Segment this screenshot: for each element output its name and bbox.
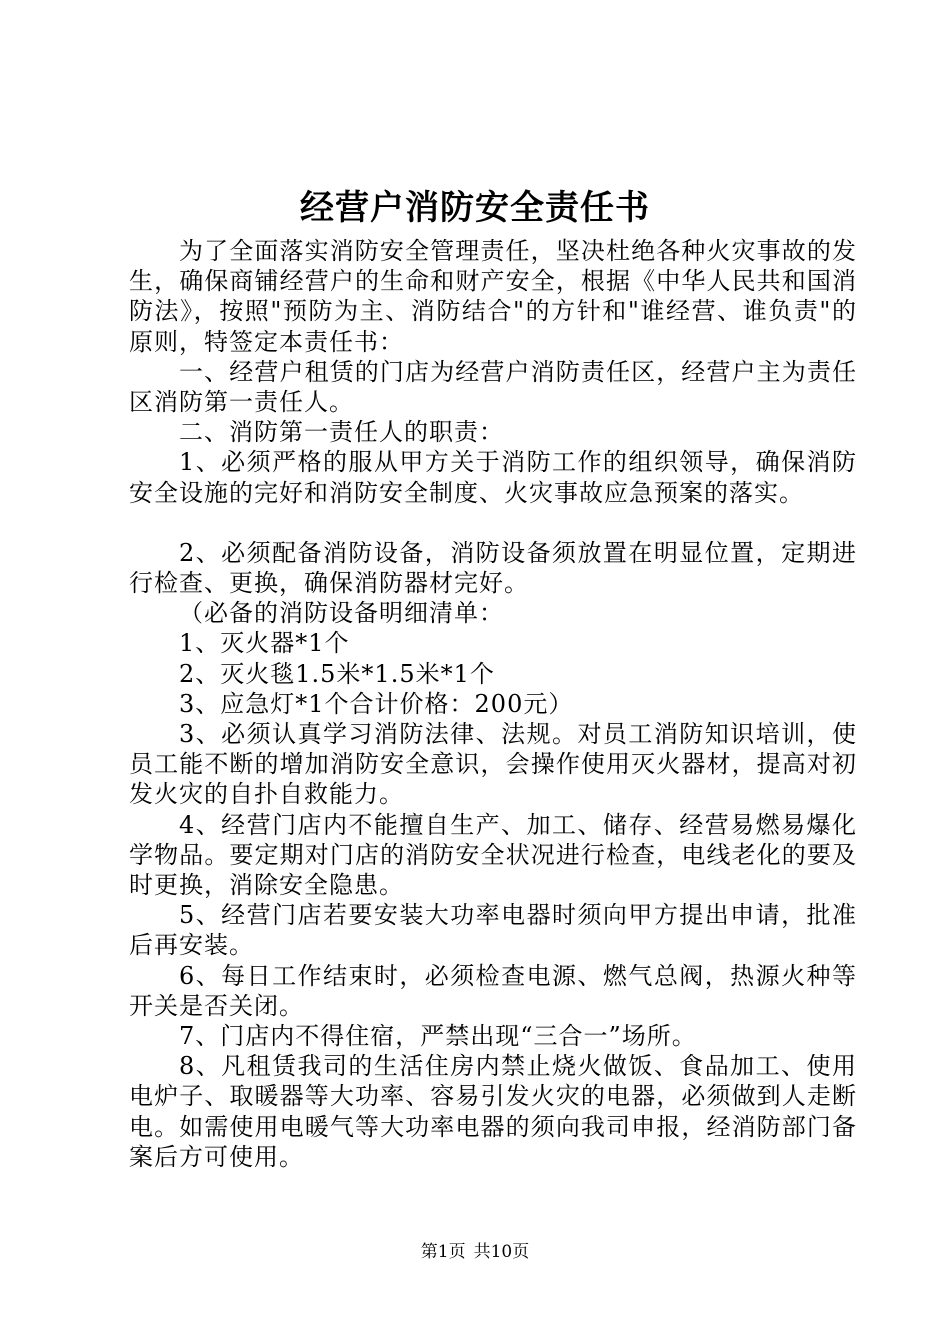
page-total: 共10页 [473, 1242, 530, 1262]
paragraph-clause-2-heading: 二、消防第一责任人的职责： [179, 418, 504, 447]
document-title: 经营户消防安全责任书 [300, 188, 650, 228]
paragraph-clause-1: 一、经营户租赁的门店为经营户消防责任区，经营户主为责任区消防第一责任人。 [129, 357, 857, 417]
paragraph-duty-5: 5、经营门店若要安装大功率电器时须向甲方提出申请，批准后再安装。 [129, 901, 857, 960]
paragraph-intro: 为了全面落实消防安全管理责任，坚决杜绝各种火灾事故的发生，确保商铺经营户的生命和财产安全，根据《中华人民共和国消防法》，按照"预防为主、消防结合"的方针和"谁经营、谁负责"的原则，特签定本责任书： [129, 237, 857, 356]
equipment-item-3: 3、应急灯*1个合计价格：200元） [179, 689, 574, 718]
paragraph-duty-8: 8、凡租赁我司的生活住房内禁止烧火做饭、食品加工、使用电炉子、取暖器等大功率、容易引发火灾的电器，必须做到人走断电。如需使用电暖气等大功率电器的须向我司申报，经消防部门备案后方可使用。 [129, 1052, 857, 1171]
page-footer [0, 1240, 950, 1264]
page-number: 第1页 [420, 1242, 466, 1262]
paragraph-duty-3: 3、必须认真学习消防法律、法规。对员工消防知识培训，使员工能不断的增加消防安全意识，会操作使用灭火器材，提高对初发火灾的自扑自救能力。 [129, 720, 857, 809]
paragraph-duty-2: 2、必须配备消防设备，消防设备须放置在明显位置，定期进行检查、更换，确保消防器材完好。 [129, 538, 857, 598]
paragraph-duty-7: 7、门店内不得住宿，严禁出现“三合一”场所。 [179, 1022, 697, 1051]
equipment-item-2: 2、灭火毯1.5米*1.5米*1个 [179, 659, 495, 688]
document-body [129, 236, 857, 1172]
paragraph-duty-6: 6、每日工作结束时，必须检查电源、燃气总阀，热源火种等开关是否关闭。 [129, 961, 857, 1020]
equipment-item-1: 1、灭火器*1个 [179, 629, 350, 658]
equipment-list-heading: （必备的消防设备明细清单： [179, 599, 504, 628]
paragraph-duty-1: 1、必须严格的服从甲方关于消防工作的组织领导，确保消防安全设施的完好和消防安全制度、火灾事故应急预案的落实。 [129, 448, 857, 507]
paragraph-duty-4: 4、经营门店内不能擅自生产、加工、储存、经营易燃易爆化学物品。要定期对门店的消防安全状况进行检查，电线老化的要及时更换，消除安全隐患。 [129, 810, 857, 900]
